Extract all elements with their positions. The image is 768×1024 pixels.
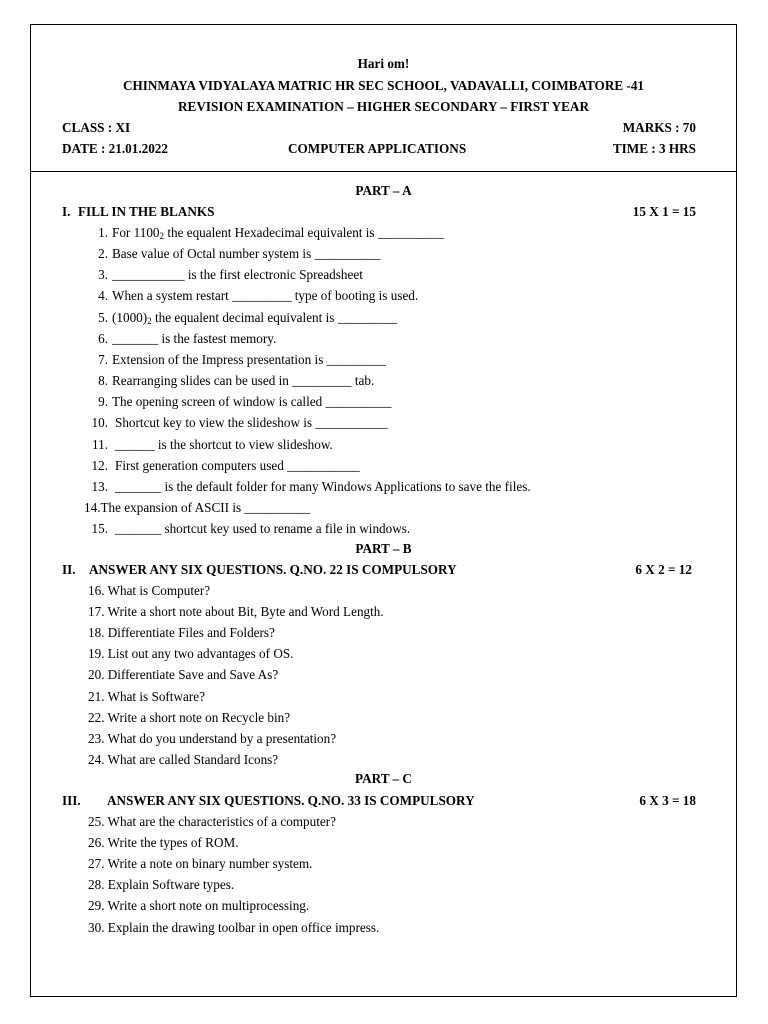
question-item	[84, 458, 360, 474]
question-number: 11.	[92, 436, 108, 452]
question-item	[84, 415, 388, 431]
question-item	[84, 310, 397, 326]
question-item: 26. Write the types of ROM.	[88, 835, 239, 851]
question-number: 15.	[91, 521, 108, 537]
question-item: 28. Explain Software types.	[88, 877, 235, 893]
question-item	[84, 246, 380, 262]
question-item: 19. List out any two advantages of OS.	[88, 646, 294, 662]
part-c-title: PART – C	[355, 771, 412, 786]
question-number: 4.	[98, 288, 108, 304]
question-text: ___________ is the first electronic Spreadsheet	[112, 267, 363, 283]
question-item: 17. Write a short note about Bit, Byte and Word Length.	[88, 604, 384, 620]
marks-label: MARKS : 70	[622, 120, 696, 135]
question-number: 5.	[98, 309, 108, 325]
question-item: 25. What are the characteristics of a computer?	[88, 814, 336, 829]
part-b-title: PART – B	[355, 541, 412, 556]
question-item	[84, 394, 391, 410]
invocation-text: Hari om!	[357, 56, 410, 71]
question-text: Base value of Octal number system is __________	[112, 246, 381, 262]
question-item	[84, 352, 386, 368]
question-text: ______ is the shortcut to view slideshow.	[115, 436, 333, 452]
base-subscript: 2	[159, 231, 165, 241]
question-text: First generation computers used ___________	[115, 457, 360, 473]
base-subscript: 2	[147, 315, 152, 326]
question-item	[84, 267, 363, 283]
question-item	[84, 225, 444, 241]
question-item: 16. What is Computer?	[88, 583, 211, 598]
question-item: 18. Differentiate Files and Folders?	[88, 625, 275, 641]
question-number: 9.	[98, 394, 108, 410]
class-label: CLASS : XI	[62, 120, 131, 135]
question-text: Extension of the Impress presentation is _________	[112, 351, 386, 367]
part-a-instruction: FILL IN THE BLANKS	[78, 204, 215, 219]
question-item	[84, 437, 333, 453]
question-text-rest: the equalent Hexadecimal equivalent is __________	[164, 225, 444, 240]
question-text: When a system restart _________ type of booting is used.	[112, 288, 419, 304]
part-a-section-number: I.	[62, 204, 71, 219]
question-number: 6.	[98, 330, 108, 346]
exam-title: REVISION EXAMINATION – HIGHER SECONDARY – FIRST YEAR	[178, 99, 589, 114]
question-item: 22. Write a short note on Recycle bin?	[88, 709, 291, 725]
part-a-marks: 15 X 1 = 15	[632, 204, 696, 219]
question-number: 2.	[98, 246, 108, 262]
question-item: 21. What is Software?	[88, 688, 205, 704]
question-number: 10.	[91, 415, 108, 431]
part-c-marks: 6 X 3 = 18	[639, 793, 696, 808]
question-item: 20. Differentiate Save and Save As?	[88, 667, 279, 683]
part-c-section-number: III.	[62, 793, 81, 808]
subject-title: COMPUTER APPLICATIONS	[288, 141, 467, 156]
question-item	[84, 479, 531, 495]
header-divider	[31, 171, 736, 172]
part-c-instruction: ANSWER ANY SIX QUESTIONS. Q.NO. 33 IS COMPULSORY	[107, 793, 475, 808]
question-item	[84, 500, 310, 516]
part-b-marks: 6 X 2 = 12	[635, 562, 692, 577]
question-number: 14.	[84, 499, 101, 515]
question-item	[84, 331, 276, 347]
date-label: DATE : 21.01.2022	[62, 141, 168, 156]
question-item: 23. What do you understand by a presentation?	[88, 730, 337, 746]
question-text-rest: the equalent decimal equivalent is _________	[151, 309, 398, 325]
question-item: 30. Explain the drawing toolbar in open office impress.	[88, 919, 380, 935]
question-item: 29. Write a short note on multiprocessing.	[88, 898, 310, 914]
question-number: 13.	[91, 478, 108, 494]
question-text: The expansion of ASCII is __________	[100, 499, 311, 515]
question-text-prefix: (1000)	[112, 309, 148, 325]
question-text: The opening screen of window is called __________	[112, 394, 392, 410]
question-number: 8.	[98, 373, 108, 389]
part-a-title: PART – A	[355, 183, 412, 198]
question-number: 3.	[98, 267, 108, 283]
question-text-prefix: For 1100	[112, 225, 160, 240]
question-text: _______ shortcut key used to rename a file in windows.	[115, 521, 411, 537]
school-name: CHINMAYA VIDYALAYA MATRIC HR SEC SCHOOL, VADAVALLI, COIMBATORE -41	[122, 78, 645, 93]
question-item: 27. Write a note on binary number system.	[88, 856, 313, 872]
time-label: TIME : 3 HRS	[612, 141, 696, 156]
question-number: 12.	[91, 457, 108, 473]
question-text	[112, 225, 444, 240]
question-text: Rearranging slides can be used in _________ tab.	[112, 373, 375, 389]
part-b-instruction: ANSWER ANY SIX QUESTIONS. Q.NO. 22 IS COMPULSORY	[89, 562, 457, 577]
question-text: Shortcut key to view the slideshow is ___________	[115, 415, 388, 431]
question-item	[84, 521, 410, 537]
question-text: _______ is the default folder for many Windows Applications to save the files.	[115, 478, 531, 494]
question-text: _______ is the fastest memory.	[112, 330, 277, 346]
question-item	[84, 373, 374, 389]
question-item: 24. What are called Standard Icons?	[88, 751, 279, 767]
question-number: 7.	[98, 351, 108, 367]
question-item	[84, 288, 418, 304]
part-b-section-number: II.	[62, 562, 76, 577]
question-number: 1.	[98, 225, 108, 240]
question-text	[112, 310, 397, 325]
